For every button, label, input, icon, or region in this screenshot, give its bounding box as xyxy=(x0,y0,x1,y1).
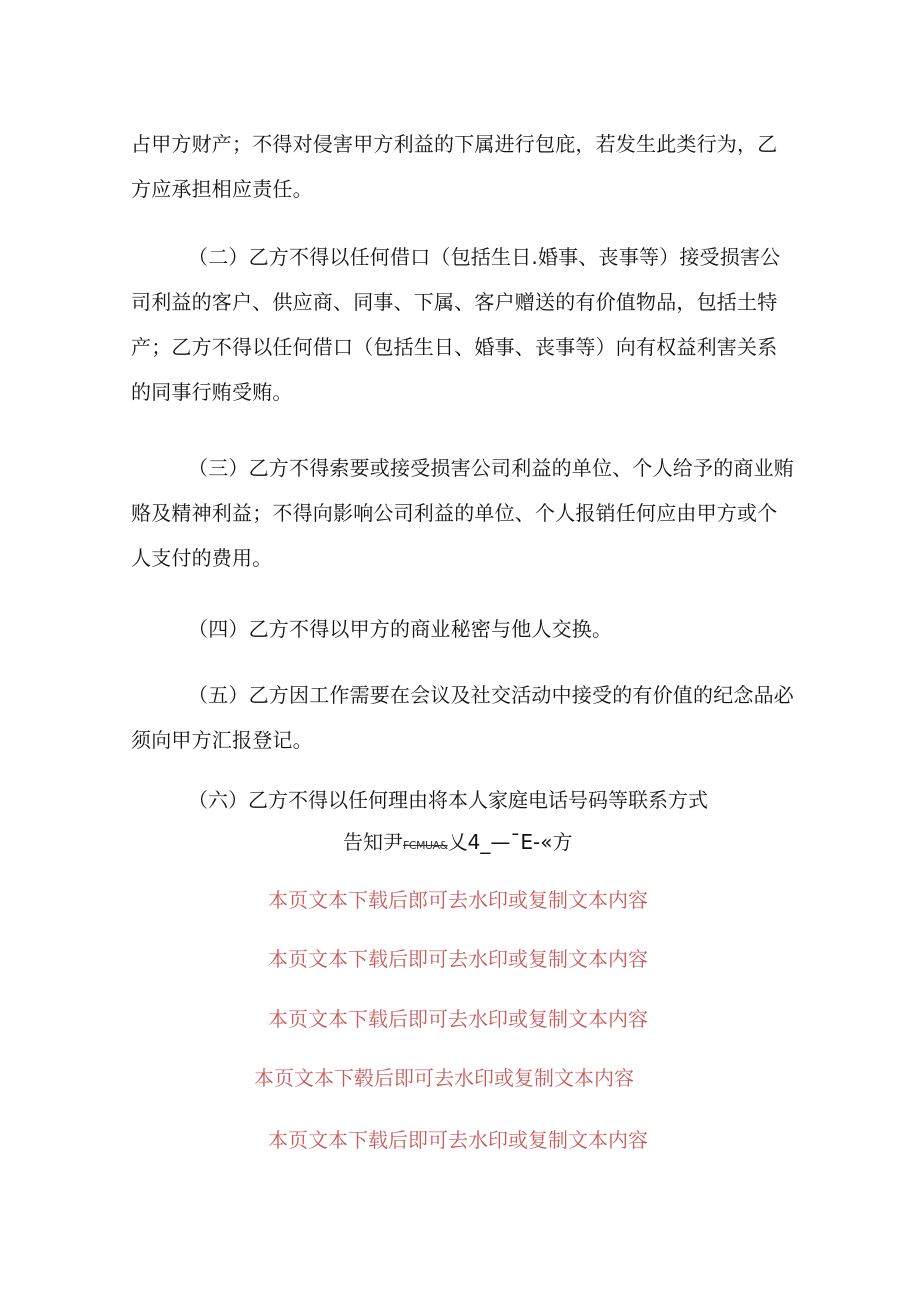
clause-6-line2-end: 乂4_—¯E-«方 xyxy=(447,830,573,854)
paragraph-clause-6-line2 xyxy=(343,828,572,860)
clause-6-line2-start: 告知尹 xyxy=(343,830,403,854)
paragraph-clause-5: （五）乙方因工作需要在会议及社交活动中接受的有价值的纪念品必须向甲方汇报登记。 xyxy=(131,683,794,752)
paragraph-clause-6-line1: （六）乙方不得以任何理由将本人家庭电话号码等联系方式 xyxy=(188,788,708,812)
paragraph-continuation: 占甲方财产；不得对侵害甲方利益的下属进行包庇，若发生此类行为，乙方应承担相应责任。 xyxy=(131,132,778,201)
watermark-line-3: 本页文本下载后即可去水印或复制文本内容 xyxy=(268,1007,648,1031)
watermark-line-1: 本页文本下载后郎可去水印或复制文本内容 xyxy=(268,888,648,912)
watermark-line-5: 本页文本下载后即可去水印或复制文本内容 xyxy=(268,1128,648,1152)
watermark-line-4: 本页文本下毂后即可去水印或复制文本内容 xyxy=(254,1066,634,1090)
paragraph-clause-3: （三）乙方不得索要或接受损害公司利益的单位、个人给予的商业贿赂及精神利益；不得向影响公司利益的单位、个人报销任何应由甲方或个人支付的费用。 xyxy=(131,456,794,570)
clause-6-garbled-text: FCMUA& xyxy=(403,839,448,852)
watermark-line-2: 本页文本下载后即可去水印或复制文本内容 xyxy=(268,947,648,971)
paragraph-clause-4: （四）乙方不得以甲方的商业秘密与他人交换。 xyxy=(188,617,613,641)
paragraph-clause-2: （二）乙方不得以任何借口（包括生日.婚事、丧事等）接受损害公司利益的客户、供应商、同事、下属、客户赠送的有价值物品，包括土特产；乙方不得以任何借口（包括生日、婚事、丧事等）向有权益利害关系的同事行贿受贿。 xyxy=(131,245,781,404)
